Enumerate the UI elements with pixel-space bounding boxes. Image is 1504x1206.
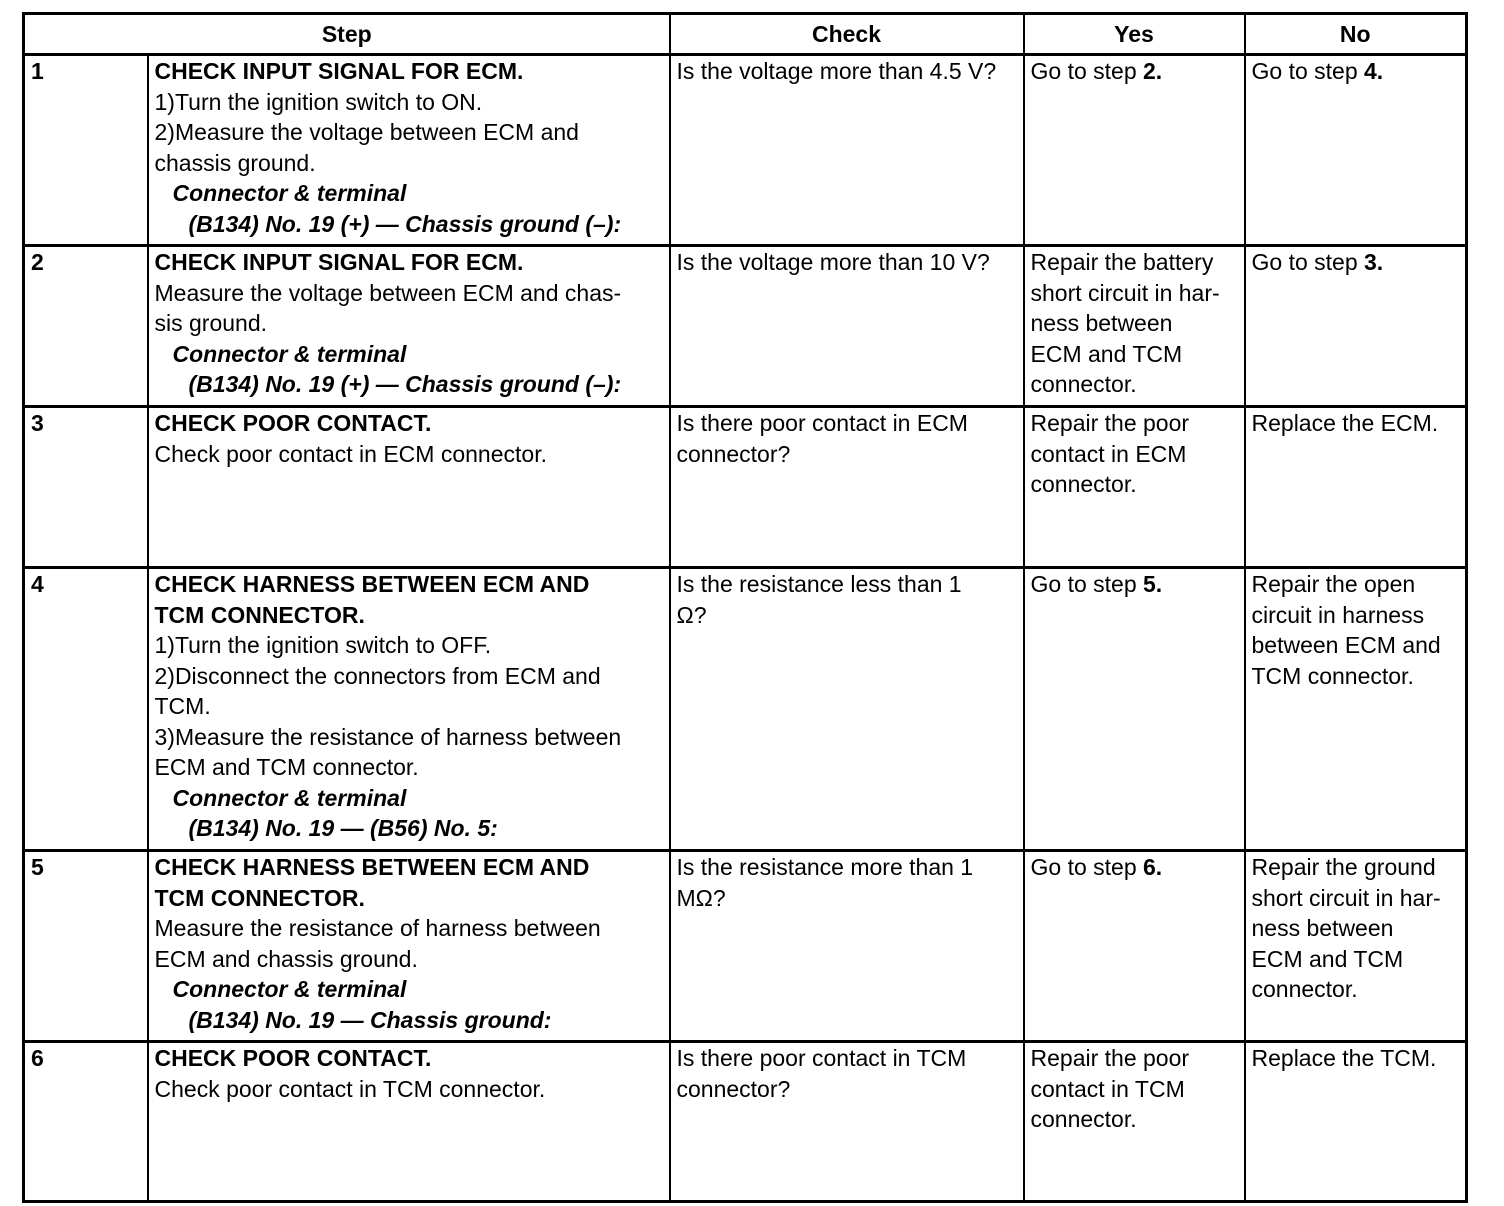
no-line: circuit in harness (1251, 601, 1425, 628)
step-number: 5 (24, 851, 148, 1042)
no-line: ness between (1251, 915, 1394, 941)
step-description (148, 55, 670, 246)
step-description (148, 407, 670, 568)
no-text: Replace the TCM. (1251, 1045, 1437, 1071)
step-number: 3 (24, 407, 148, 568)
no-text: Replace the ECM. (1251, 410, 1439, 436)
connector-terminal: (B134) No. 19 (+) — Chassis ground (–): (188, 210, 622, 237)
step-number: 1 (24, 55, 148, 246)
yes-line: Repair the battery (1030, 249, 1214, 275)
step-line: Check poor contact in TCM connector. (154, 1075, 546, 1102)
step-number: 2 (24, 246, 148, 407)
step-title: CHECK HARNESS BETWEEN ECM AND (154, 854, 590, 880)
no-line: ECM and TCM (1251, 945, 1404, 972)
check-line: Is there poor contact in ECM (676, 410, 968, 436)
diagnostic-table (22, 12, 1468, 1203)
no-line: Repair the ground (1251, 854, 1436, 880)
header-check: Check (670, 14, 1024, 55)
yes-cell (1024, 246, 1245, 407)
no-cell (1245, 1042, 1467, 1202)
yes-line: contact in ECM (1030, 440, 1187, 467)
connector-label: Connector & terminal (172, 340, 407, 367)
step-number: 4 (24, 568, 148, 851)
check-line: Is the resistance more than 1 (676, 854, 974, 880)
table-row (24, 55, 1467, 246)
header-row (24, 14, 1467, 55)
step-title: CHECK POOR CONTACT. (154, 410, 432, 436)
table-row (24, 407, 1467, 568)
no-text: Go to step (1251, 58, 1365, 84)
connector-terminal: (B134) No. 19 — (B56) No. 5: (188, 815, 498, 841)
header-yes: Yes (1024, 14, 1245, 55)
no-step-number: 3. (1364, 249, 1384, 275)
no-cell (1245, 568, 1467, 851)
table-row (24, 851, 1467, 1042)
check-line: connector? (676, 440, 791, 467)
table-row (24, 246, 1467, 407)
yes-line: connector. (1030, 1106, 1137, 1132)
connector-label: Connector & terminal (172, 180, 407, 206)
check-line: Is the resistance less than 1 (676, 571, 962, 597)
check-cell (670, 851, 1024, 1042)
check-cell (670, 568, 1024, 851)
step-title: CHECK INPUT SIGNAL FOR ECM. (154, 249, 524, 275)
no-cell (1245, 246, 1467, 407)
step-description (148, 851, 670, 1042)
yes-step-number: 2. (1143, 58, 1163, 84)
yes-line: contact in TCM (1030, 1075, 1185, 1102)
yes-line: connector. (1030, 471, 1137, 497)
check-text: Is the voltage more than 4.5 V? (676, 58, 997, 84)
no-line: short circuit in har- (1251, 884, 1441, 911)
no-cell (1245, 407, 1467, 568)
no-line: between ECM and (1251, 632, 1441, 658)
header-no: No (1245, 14, 1467, 55)
table-row (24, 1042, 1467, 1202)
step-line: 1)Turn the ignition switch to ON. (154, 88, 483, 115)
connector-label: Connector & terminal (172, 976, 407, 1002)
yes-line: connector. (1030, 371, 1137, 397)
step-description (148, 568, 670, 851)
yes-step-number: 6. (1143, 854, 1163, 880)
yes-cell (1024, 407, 1245, 568)
step-line: ECM and TCM connector. (154, 754, 419, 780)
step-line: Measure the voltage between ECM and chas- (154, 279, 622, 306)
step-line: Measure the resistance of harness between (154, 915, 601, 941)
step-number: 6 (24, 1042, 148, 1202)
step-line: sis ground. (154, 310, 268, 336)
yes-text: Go to step (1030, 58, 1144, 84)
check-cell (670, 1042, 1024, 1202)
step-title: TCM CONNECTOR. (154, 601, 365, 628)
yes-text: Go to step (1030, 854, 1144, 880)
yes-line: short circuit in har- (1030, 279, 1220, 306)
step-line: TCM. (154, 693, 211, 719)
step-title: CHECK HARNESS BETWEEN ECM AND (154, 571, 590, 597)
no-line: Repair the open (1251, 571, 1416, 597)
no-text: Go to step (1251, 249, 1365, 275)
no-line: connector. (1251, 976, 1358, 1002)
yes-cell (1024, 1042, 1245, 1202)
step-description (148, 246, 670, 407)
yes-line: ness between (1030, 310, 1173, 336)
connector-label: Connector & terminal (172, 784, 407, 811)
yes-text: Go to step (1030, 571, 1144, 597)
no-step-number: 4. (1364, 58, 1384, 84)
check-text: Is the voltage more than 10 V? (676, 249, 990, 275)
no-cell (1245, 55, 1467, 246)
step-line: 3)Measure the resistance of harness between (154, 723, 622, 750)
yes-cell (1024, 851, 1245, 1042)
step-line: chassis ground. (154, 149, 316, 176)
yes-line: Repair the poor (1030, 410, 1190, 436)
step-line: 1)Turn the ignition switch to OFF. (154, 632, 492, 658)
header-step: Step (24, 14, 670, 55)
yes-cell (1024, 568, 1245, 851)
yes-line: ECM and TCM (1030, 340, 1183, 367)
step-title: TCM CONNECTOR. (154, 884, 365, 911)
step-line: 2)Disconnect the connectors from ECM and (154, 662, 601, 689)
step-line: ECM and chassis ground. (154, 945, 418, 972)
check-cell (670, 55, 1024, 246)
check-cell (670, 407, 1024, 568)
no-line: TCM connector. (1251, 662, 1414, 689)
connector-terminal: (B134) No. 19 (+) — Chassis ground (–): (188, 371, 622, 397)
table-row (24, 568, 1467, 851)
step-title: CHECK POOR CONTACT. (154, 1045, 432, 1071)
step-title: CHECK INPUT SIGNAL FOR ECM. (154, 58, 524, 84)
yes-line: Repair the poor (1030, 1045, 1190, 1071)
yes-cell (1024, 55, 1245, 246)
step-line: 2)Measure the voltage between ECM and (154, 119, 579, 145)
check-cell (670, 246, 1024, 407)
connector-terminal: (B134) No. 19 — Chassis ground: (188, 1006, 552, 1033)
step-line: Check poor contact in ECM connector. (154, 440, 547, 467)
check-line: Is there poor contact in TCM (676, 1045, 967, 1071)
check-line: Ω? (676, 601, 707, 628)
yes-step-number: 5. (1143, 571, 1163, 597)
step-description (148, 1042, 670, 1202)
check-line: MΩ? (676, 884, 726, 911)
no-cell (1245, 851, 1467, 1042)
check-line: connector? (676, 1075, 791, 1102)
